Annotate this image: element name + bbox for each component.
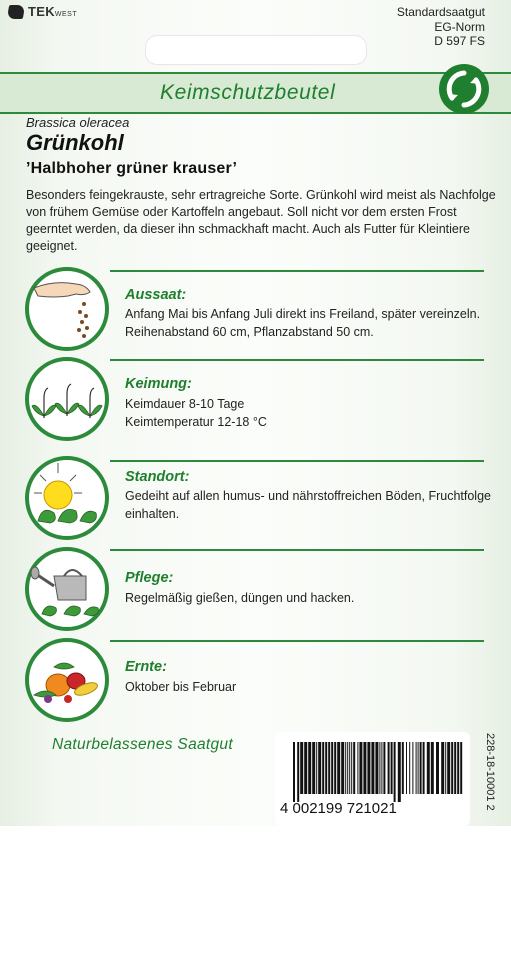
barcode-bar	[300, 742, 303, 794]
barcode-bar	[328, 742, 330, 794]
barcode-bar	[402, 742, 404, 794]
barcode-bar	[312, 742, 315, 794]
barcode-bar	[322, 742, 324, 794]
section-line: Reihenabstand 60 cm, Pflanzabstand 50 cm.	[125, 325, 374, 339]
barcode-bar	[388, 742, 390, 794]
barcode-bar	[293, 742, 295, 802]
section-text-ernte: Oktober bis Februar	[125, 680, 237, 694]
barcode-bar	[304, 742, 307, 794]
green-dot-recycle-icon	[439, 64, 489, 114]
barcode-bar	[416, 742, 417, 794]
section-title-keimung: Keimung:	[125, 376, 192, 392]
barcode-bar	[457, 742, 459, 794]
sowing-hand-icon	[24, 266, 110, 352]
banner-title: Keimschutzbeutel	[160, 81, 336, 104]
sun-plants-icon	[24, 455, 110, 541]
barcode-bar	[409, 742, 410, 794]
section-text-pflege: Regelmäßig gießen, düngen und hacken.	[125, 591, 355, 605]
barcode-bar	[379, 742, 380, 794]
barcode-bar	[460, 742, 462, 794]
ean-number: 4 002199 721021	[280, 800, 397, 817]
section-title-aussaat: Aussaat:	[125, 287, 187, 303]
barcode-bar	[398, 742, 401, 802]
barcode-bar	[347, 742, 348, 794]
standard-line: Standardsaatgut	[396, 5, 485, 19]
barcode-bar	[316, 742, 317, 794]
barcode-bar	[331, 742, 333, 794]
barcode-bar	[308, 742, 311, 794]
footer-slogan: Naturbelassenes Saatgut	[52, 736, 233, 753]
barcode-bar	[451, 742, 453, 794]
seedlings-icon	[24, 356, 110, 442]
section-divider	[110, 549, 484, 551]
barcode-bar	[420, 742, 422, 794]
barcode-bar	[334, 742, 336, 794]
barcode-bar	[371, 742, 374, 794]
section-divider	[110, 640, 484, 642]
barcode-bar	[337, 742, 340, 794]
barcode-bar	[445, 742, 446, 794]
watering-can-icon	[24, 546, 110, 632]
barcode-bar	[383, 742, 385, 794]
barcode-bar	[412, 742, 413, 794]
section-line: Keimdauer 8-10 Tage	[125, 397, 245, 411]
section-text-standort: Gedeiht auf allen humus- und nährstoffreichen Böden, Fruchtfolge einhalten.	[125, 489, 491, 521]
side-code	[484, 731, 498, 826]
barcode-bar	[427, 742, 430, 794]
standard-info	[397, 5, 485, 49]
barcode-bar	[375, 742, 378, 794]
section-divider	[110, 460, 484, 462]
barcode-bar	[351, 742, 352, 794]
brand-name: TEKWEST	[28, 4, 78, 19]
barcode-bar	[454, 742, 456, 794]
lower-blank-area	[0, 826, 511, 960]
latin-name: Brassica oleracea	[26, 115, 130, 130]
barcode-bar	[391, 742, 393, 794]
barcode-bar	[418, 742, 419, 794]
section-text-keimung	[125, 395, 495, 431]
barcode-bar	[325, 742, 327, 794]
barcode-bar	[359, 742, 362, 794]
barcode-bar	[349, 742, 350, 794]
barcode-bar	[447, 742, 450, 794]
barcode-bar	[431, 742, 434, 794]
barcode-bar	[406, 742, 407, 794]
harvest-basket-icon	[24, 637, 110, 723]
section-title-standort: Standort:	[125, 469, 190, 485]
barcode-bar	[353, 742, 355, 794]
ean-barcode	[293, 742, 465, 802]
section-text-aussaat	[125, 305, 495, 341]
section-line: Anfang Mai bis Anfang Juli direkt ins Freiland, später vereinzeln.	[125, 307, 481, 321]
barcode-bar	[441, 742, 444, 794]
barcode-bar	[297, 742, 299, 802]
barcode-bar	[436, 742, 439, 794]
banner-band	[0, 72, 511, 114]
blank-label-window	[145, 35, 367, 65]
section-line: Keimtemperatur 12-18 °C	[125, 415, 267, 429]
section-title-ernte: Ernte:	[125, 659, 167, 675]
brand-leaf-icon	[7, 5, 25, 19]
section-divider	[110, 270, 484, 272]
variety-name: ’Halbhoher grüner krauser’	[26, 160, 238, 177]
standard-line: EG-Norm	[434, 19, 485, 34]
barcode-bar	[423, 742, 425, 794]
barcode-bar	[363, 742, 366, 794]
barcode-bar	[381, 742, 382, 794]
barcode-bar	[357, 742, 358, 794]
standard-line: D 597 FS	[434, 34, 485, 48]
product-description: Besonders feingekrauste, sehr ertragreiche Sorte. Grünkohl wird meist als Nachfolge von frühem Gemüse oder Kartoffeln angebaut. Soll nicht vor dem ersten Frost geerntet werden, da dieser ihn schmackhaft macht. Auch als Futter für Kleintiere geeignet.	[26, 188, 496, 253]
product-name: Grünkohl	[26, 130, 124, 155]
barcode-bar	[367, 742, 370, 794]
barcode-bar	[318, 742, 321, 794]
side-code-text: 228-18-10001 2	[484, 733, 496, 811]
barcode-bar	[341, 742, 344, 794]
section-title-pflege: Pflege:	[125, 570, 174, 586]
barcode-bar	[345, 742, 346, 794]
barcode-bar	[394, 742, 396, 802]
section-divider	[110, 359, 484, 361]
brand-logo	[8, 4, 77, 19]
